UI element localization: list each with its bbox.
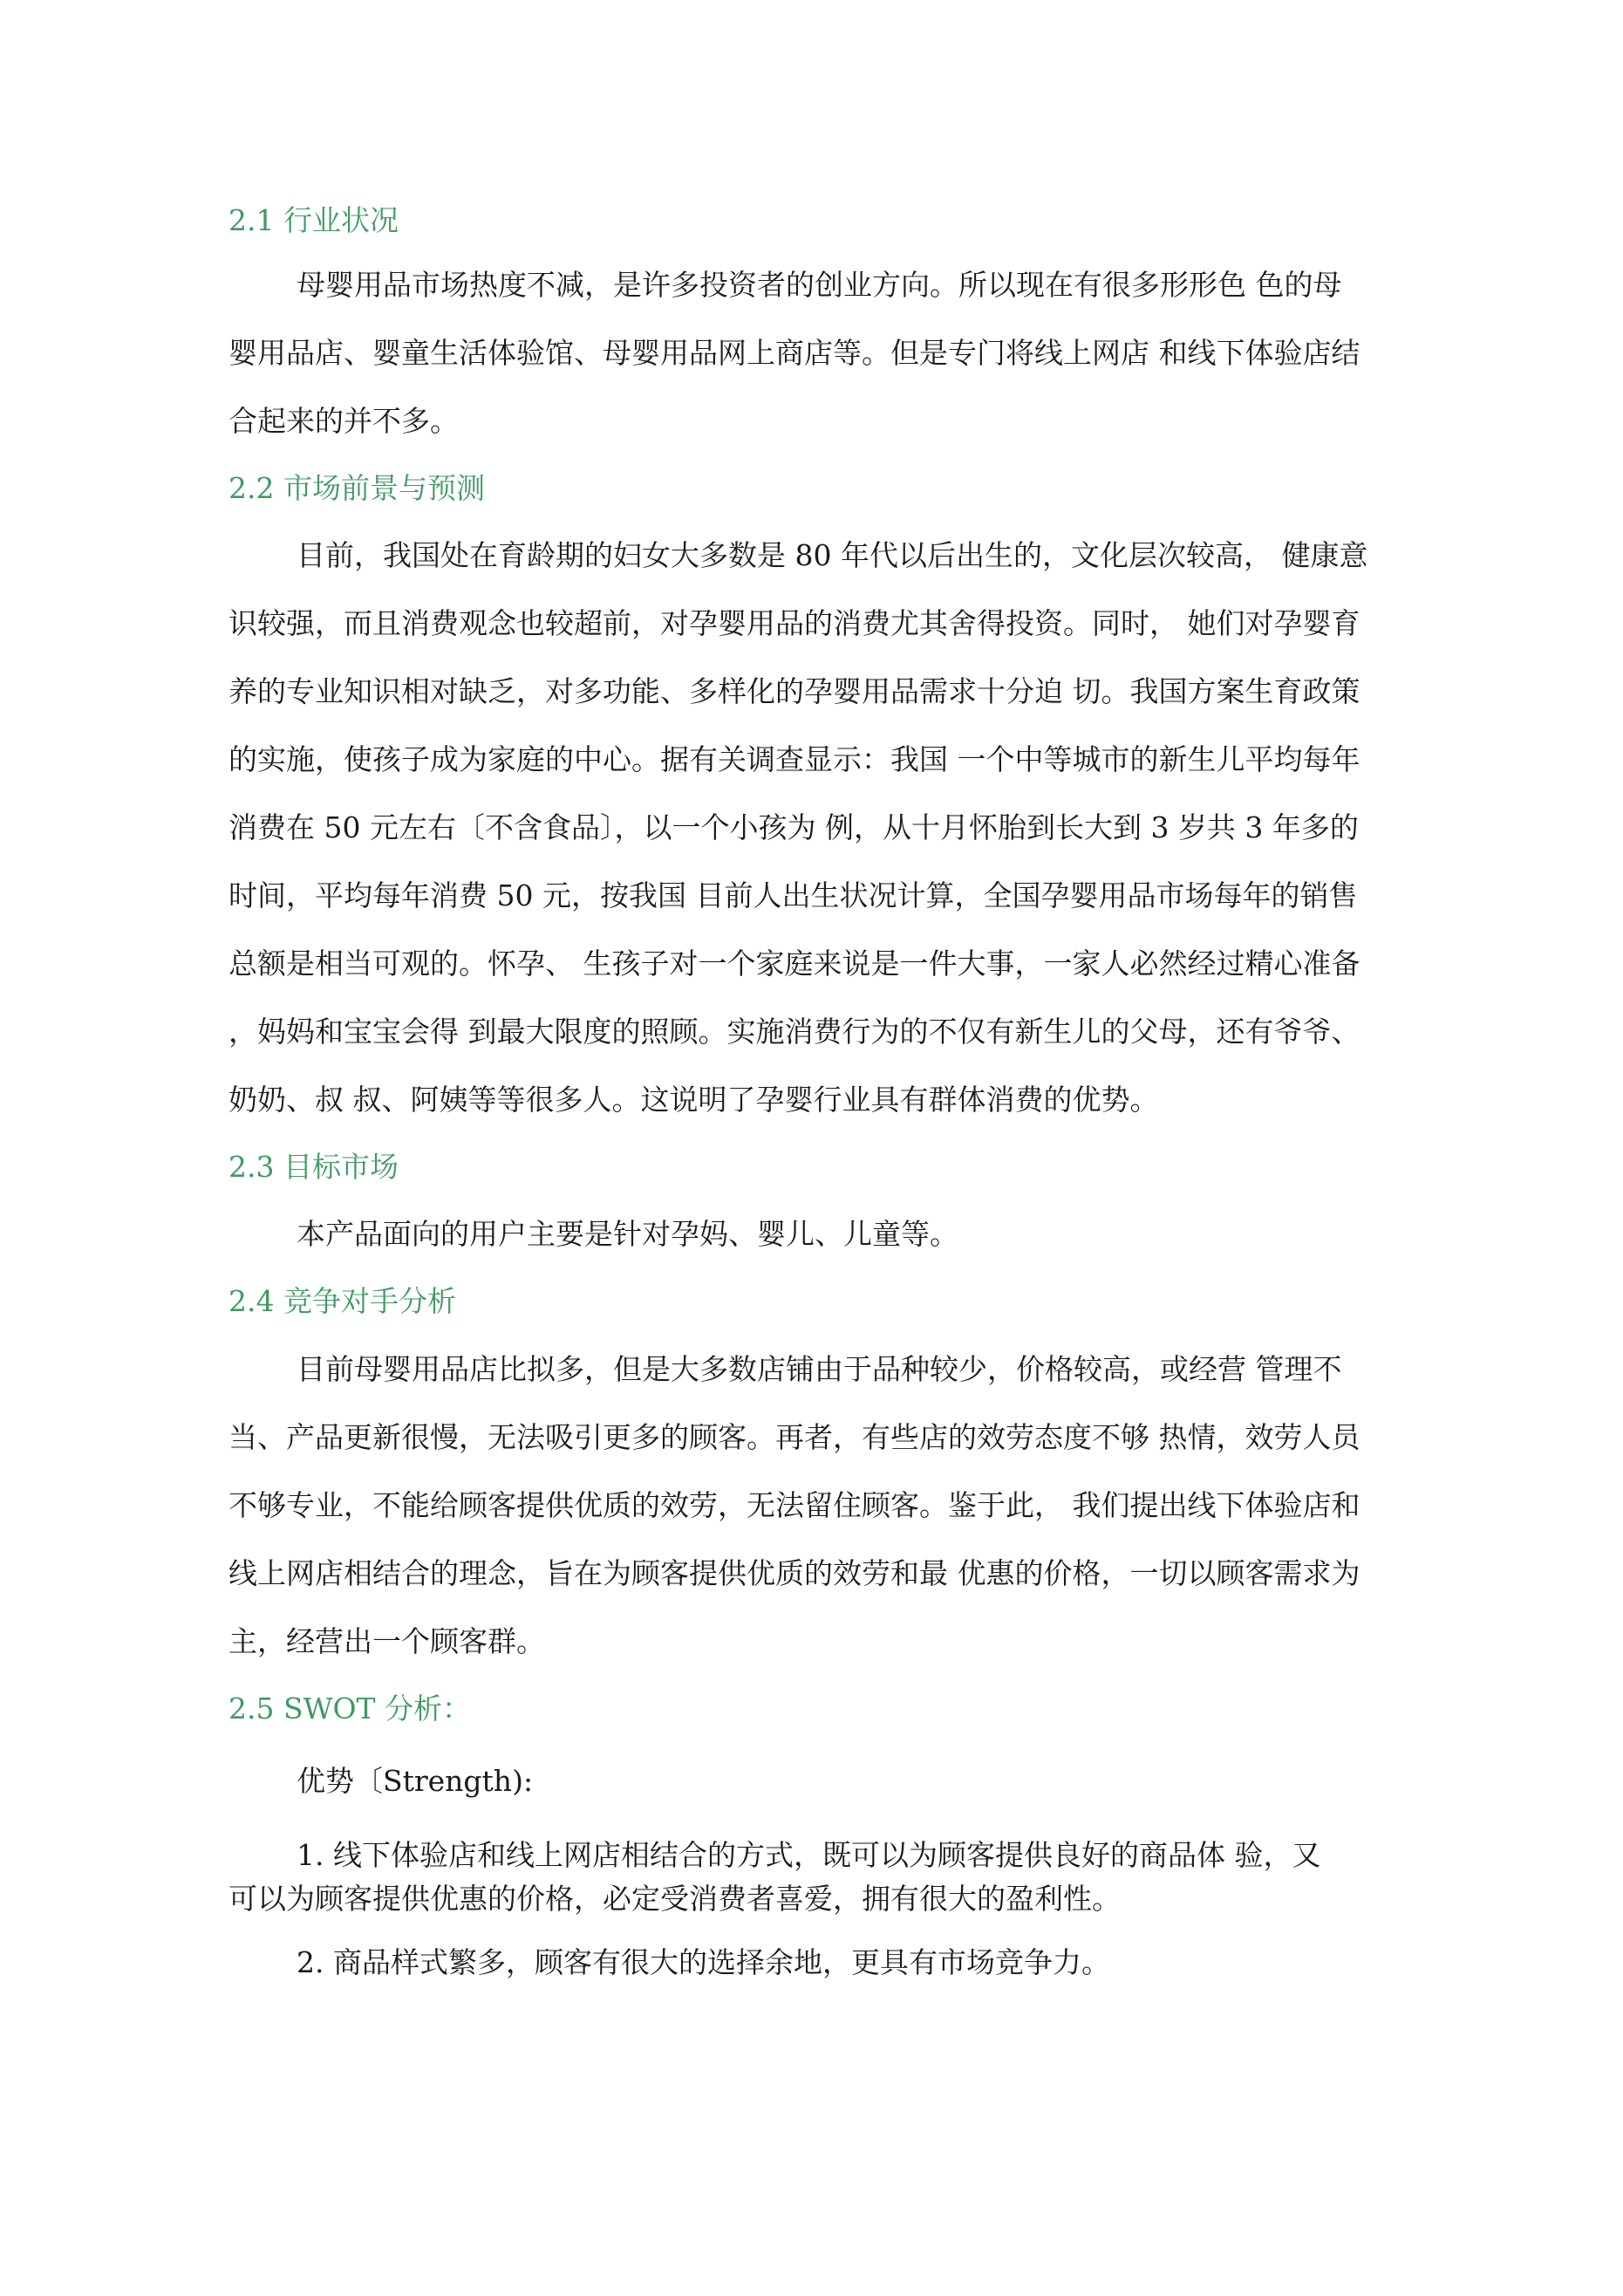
para-2-1-line-2: 婴用品店、婴童生活体验馆、母婴用品网上商店等。但是专门将线上网店 和线下体验店结: [228, 336, 1360, 370]
para-2-2-line-4: 的实施，使孩子成为家庭的中心。据有关调查显示：我国 一个中等城市的新生儿平均每年: [228, 742, 1360, 776]
para-2-1-line-1: 母婴用品市场热度不减，是许多投资者的创业方向。所以现在有很多形形色 色的母: [297, 268, 1342, 302]
strength-item-1-line-1: 1. 线下体验店和线上网店相结合的方式，既可以为顾客提供良好的商品体 验，又: [297, 1838, 1321, 1872]
para-2-4-line-5: 主，经营出一个顾客群。: [228, 1624, 545, 1658]
para-2-4-line-2: 当、产品更新很慢，无法吸引更多的顾客。再者，有些店的效劳态度不够 热情，效劳人员: [228, 1420, 1360, 1454]
para-2-4-line-4: 线上网店相结合的理念，旨在为顾客提供优质的效劳和最 优惠的价格，一切以顾客需求为: [228, 1556, 1360, 1590]
para-2-2-line-8: ，妈妈和宝宝会得 到最大限度的照顾。实施消费行为的不仅有新生儿的父母，还有爷爷、: [228, 1015, 1360, 1049]
para-2-2-line-3: 养的专业知识相对缺乏，对多功能、多样化的孕婴用品需求十分迫 切。我国方案生育政策: [228, 674, 1360, 708]
para-2-2-line-9: 奶奶、叔 叔、阿姨等等很多人。这说明了孕婴行业具有群体消费的优势。: [228, 1083, 1159, 1117]
heading-2-3: 2.3 目标市场: [228, 1150, 399, 1184]
para-2-3-line-1: 本产品面向的用户主要是针对孕妈、婴儿、儿童等。: [297, 1217, 958, 1251]
para-2-2-line-5: 消费在 50 元左右〔不含食品〕，以一个小孩为 例，从十月怀胎到长大到 3 岁共 3 年多的: [228, 810, 1359, 844]
para-2-2-line-6: 时间，平均每年消费 50 元，按我国 目前人出生状况计算，全国孕婴用品市场每年的销售: [228, 878, 1358, 912]
para-2-2-line-7: 总额是相当可观的。怀孕、 生孩子对一个家庭来说是一件大事，一家人必然经过精心准备: [228, 946, 1360, 981]
para-2-2-line-2: 识较强，而且消费观念也较超前，对孕婴用品的消费尤其舍得投资。同时， 她们对孕婴育: [228, 606, 1360, 640]
heading-2-2: 2.2 市场前景与预测: [228, 471, 485, 505]
para-2-2-line-1: 目前，我国处在育龄期的妇女大多数是 80 年代以后出生的，文化层次较高， 健康意: [297, 538, 1368, 572]
strength-item-2: 2. 商品样式繁多，顾客有很大的选择余地，更具有市场竞争力。: [297, 1945, 1110, 1979]
para-2-1-line-3: 合起来的并不多。: [228, 404, 459, 438]
heading-2-1: 2.1 行业状况: [228, 203, 399, 237]
heading-2-5: 2.5 SWOT 分析：: [228, 1691, 472, 1725]
strength-item-1-line-2: 可以为顾客提供优惠的价格，必定受消费者喜爱，拥有很大的盈利性。: [228, 1882, 1121, 1916]
para-2-4-line-3: 不够专业，不能给顾客提供优质的效劳，无法留住顾客。鉴于此， 我们提出线下体验店和: [228, 1488, 1360, 1522]
strength-label: 优势〔Strength):: [297, 1764, 534, 1798]
heading-2-4: 2.4 竞争对手分析: [228, 1284, 456, 1318]
para-2-4-line-1: 目前母婴用品店比拟多，但是大多数店铺由于品种较少，价格较高，或经营 管理不: [297, 1352, 1342, 1386]
